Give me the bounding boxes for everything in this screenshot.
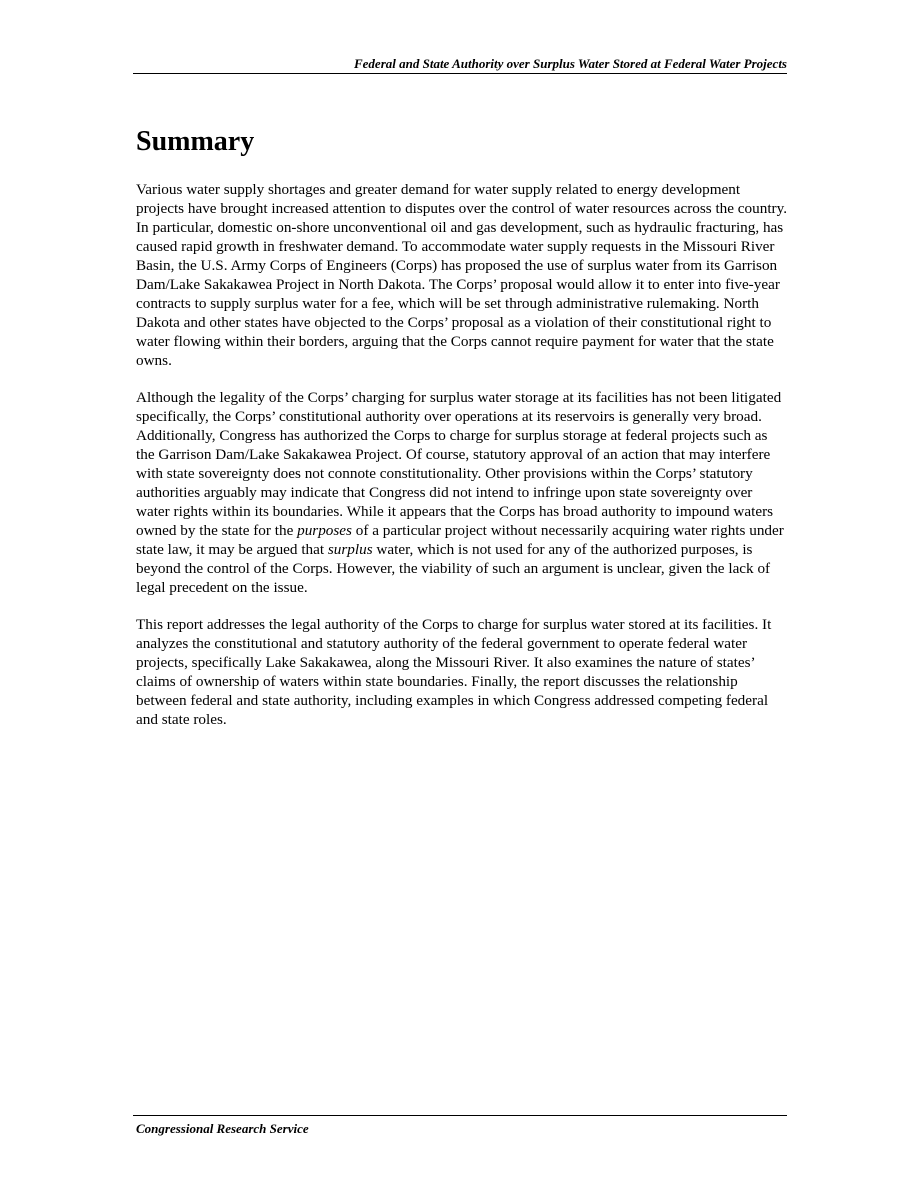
emphasis-purposes: purposes bbox=[297, 522, 352, 539]
summary-paragraph-3 bbox=[136, 615, 787, 729]
summary-paragraph-2 bbox=[136, 388, 787, 597]
running-header bbox=[133, 56, 787, 74]
emphasis-surplus: surplus bbox=[327, 541, 373, 558]
running-footer bbox=[133, 1115, 787, 1137]
paragraph-1-text: Various water supply shortages and greater demand for water supply related to energy development projects have brought increased attention to disputes over the control of water resources across the country. In particular, domestic on-shore unconventional oil and gas development, such as hydraulic fracturing, has caused rapid growth in freshwater demand. To accommodate water supply requests in the Missouri River Basin, the U.S. Army Corps of Engineers (Corps) has proposed the use of surplus water from its Garrison Dam/Lake Sakakawea Project in North Dakota. The Corps’ proposal would allow it to enter into five-year contracts to supply surplus water for a fee, which will be set through administrative rulemaking. North Dakota and other states have objected to the Corps’ proposal as a violation of their constitutional right to water flowing within their borders, arguing that the Corps cannot require payment for water that the state owns. bbox=[136, 181, 788, 369]
summary-paragraph-1 bbox=[136, 180, 787, 370]
page-title: Summary bbox=[136, 126, 255, 157]
paragraph-2-text-part-3: water, which is not used for any of the authorized purposes, is beyond the control of the Corps. However, the viability of such an argument is unclear, given the lack of legal precedent on the issue. bbox=[136, 541, 771, 596]
paragraph-2-text-part-2: of a particular project without necessarily acquiring water rights under state law, it may be argued that bbox=[136, 522, 784, 558]
paragraph-3-text: This report addresses the legal authority of the Corps to charge for surplus water stored at its facilities. It analyzes the constitutional and statutory authority of the federal government to operate federal water projects, specifically Lake Sakakawea, along the Missouri River. It also examines the nature of states’ claims of ownership of waters within state boundaries. Finally, the report discusses the relationship between federal and state authority, including examples in which Congress addressed competing federal and state roles. bbox=[136, 616, 772, 728]
running-header-title: Federal and State Authority over Surplus Water Stored at Federal Water Projects bbox=[353, 56, 787, 71]
footer-organization: Congressional Research Service bbox=[136, 1121, 309, 1136]
paragraph-2-text-part-1: Although the legality of the Corps’ charging for surplus water storage at its facilities has not been litigated specifically, the Corps’ constitutional authority over operations at its reservoirs is generally very broad. Additionally, Congress has authorized the Corps to charge for surplus storage at federal projects such as the Garrison Dam/Lake Sakakawea Project. Of course, statutory approval of an action that may interfere with state sovereignty does not connote constitutionality. Other provisions within the Corps’ statutory authorities arguably may indicate that Congress did not intend to infringe upon state sovereignty over water rights within its boundaries. While it appears that the Corps has broad authority to impound waters owned by the state for the bbox=[136, 389, 782, 539]
page-content bbox=[136, 125, 787, 747]
